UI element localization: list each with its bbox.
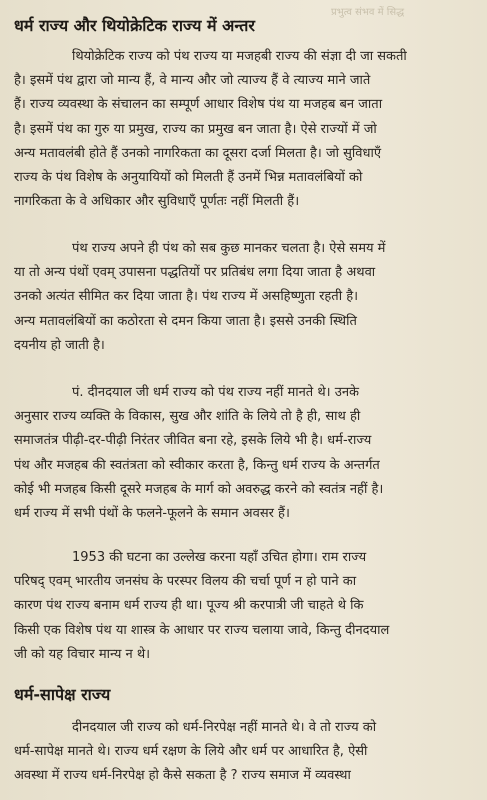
paragraph-line: दीनदयाल जी राज्य को धर्म-निरपेक्ष नहीं मानते थे। वे तो राज्य को bbox=[72, 720, 377, 735]
paragraph-3 bbox=[14, 381, 474, 526]
paragraph-line: उनको अत्यंत सीमित कर दिया जाता है। पंथ राज्य में असहिष्णुता रहती है। bbox=[14, 289, 359, 305]
paragraph-line: थियोक्रेटिक राज्य को पंथ राज्य या मजहबी राज्य की संज्ञा दी जा सकती bbox=[72, 49, 407, 64]
paragraph-2 bbox=[14, 237, 474, 358]
paragraph-line: धर्म राज्य में सभी पंथों के फलने-फूलने के समान अवसर हैं। bbox=[14, 506, 290, 522]
paragraph-line: है। इसमें पंथ द्वारा जो मान्य हैं, वे मान्य और जो त्याज्य हैं वे त्याज्य माने जाते bbox=[14, 73, 371, 89]
paragraph-5 bbox=[14, 716, 474, 789]
paragraph-line: पंथ और मजहब की स्वतंत्रता को स्वीकार करता है, किन्तु धर्म राज्य के अन्तर्गत bbox=[14, 457, 380, 473]
paragraph-line: जी को यह विचार मान्य न थे। bbox=[14, 646, 151, 662]
paragraph-line: 1953 की घटना का उल्लेख करना यहाँ उचित होगा। राम राज्य bbox=[72, 550, 367, 565]
paragraph-line: धर्म-सापेक्ष मानते थे। राज्य धर्म रक्षण के लिये और धर्म पर आधारित है, ऐसी bbox=[14, 744, 368, 760]
paragraph-line: पंथ राज्य अपने ही पंथ को सब कुछ मानकर चलता है। ऐसे समय में bbox=[72, 241, 386, 256]
paragraph-line: कारण पंथ राज्य बनाम धर्म राज्य ही था। पूज्य श्री करपात्री जी चाहते थे कि bbox=[14, 598, 364, 614]
paragraph-line: या तो अन्य पंथों एवम् उपासना पद्धतियों पर प्रतिबंध लगा दिया जाता है अथवा bbox=[14, 265, 376, 281]
paragraph-line: अवस्था में राज्य धर्म-निरपेक्ष हो कैसे सकता है ? राज्य समाज में व्यवस्था bbox=[14, 768, 351, 784]
section-heading-1: धर्म राज्य और थियोक्रेटिक राज्य में अन्तर bbox=[14, 16, 255, 35]
paragraph-line: हैं। राज्य व्यवस्था के संचालन का सम्पूर्ण आधार विशेष पंथ या मजहब बन जाता bbox=[14, 97, 383, 113]
paragraph-1 bbox=[14, 45, 474, 214]
paragraph-line: राज्य के पंथ विशेष के अनुयायियों को मिलती हैं उनमें भिन्न मतावलंबियों को bbox=[14, 170, 363, 186]
paragraph-line: है। इसमें पंथ का गुरु या प्रमुख, राज्य का प्रमुख बन जाता है। ऐसे राज्यों में जो bbox=[14, 121, 377, 137]
paragraph-line: समाजतंत्र पीढ़ी-दर-पीढ़ी निरंतर जीवित बना रहे, इसके लिये भी है। धर्म-राज्य bbox=[14, 433, 372, 449]
paragraph-line: अन्य मतावलंबी होते हैं उनको नागरिकता का दूसरा दर्जा मिलता है। जो सुविधाएँ bbox=[14, 145, 382, 161]
paragraph-line: किसी एक विशेष पंथ या शास्त्र के आधार पर राज्य चलाया जावे, किन्तु दीनदयाल bbox=[14, 622, 390, 638]
paragraph-line: अनुसार राज्य व्यक्ति के विकास, सुख और शांति के लिये तो है ही, साथ ही bbox=[14, 409, 361, 425]
paragraph-line: अन्य मतावलंबियों का कठोरता से दमन किया जाता है। इससे उनकी स्थिति bbox=[14, 313, 357, 329]
paragraph-line: पं. दीनदयाल जी धर्म राज्य को पंथ राज्य नहीं मानते थे। उनके bbox=[72, 385, 360, 400]
paragraph-line: कोई भी मजहब किसी दूसरे मजहब के मार्ग को अवरुद्ध करने को स्वतंत्र नहीं है। bbox=[14, 481, 384, 497]
section-heading-2: धर्म-सापेक्ष राज्य bbox=[14, 685, 111, 704]
paragraph-line: दयनीय हो जाती है। bbox=[14, 337, 105, 353]
paragraph-4 bbox=[14, 546, 474, 667]
paragraph-line: परिषद् एवम् भारतीय जनसंघ के परस्पर विलय की चर्चा पूर्ण न हो पाने का bbox=[14, 574, 357, 590]
bleed-through-text: प्रभुत्व संभव में सिद्ध bbox=[331, 7, 405, 18]
paragraph-line: नागरिकता के वे अधिकार और सुविधाएँ पूर्णतः नहीं मिलती हैं। bbox=[14, 194, 300, 210]
